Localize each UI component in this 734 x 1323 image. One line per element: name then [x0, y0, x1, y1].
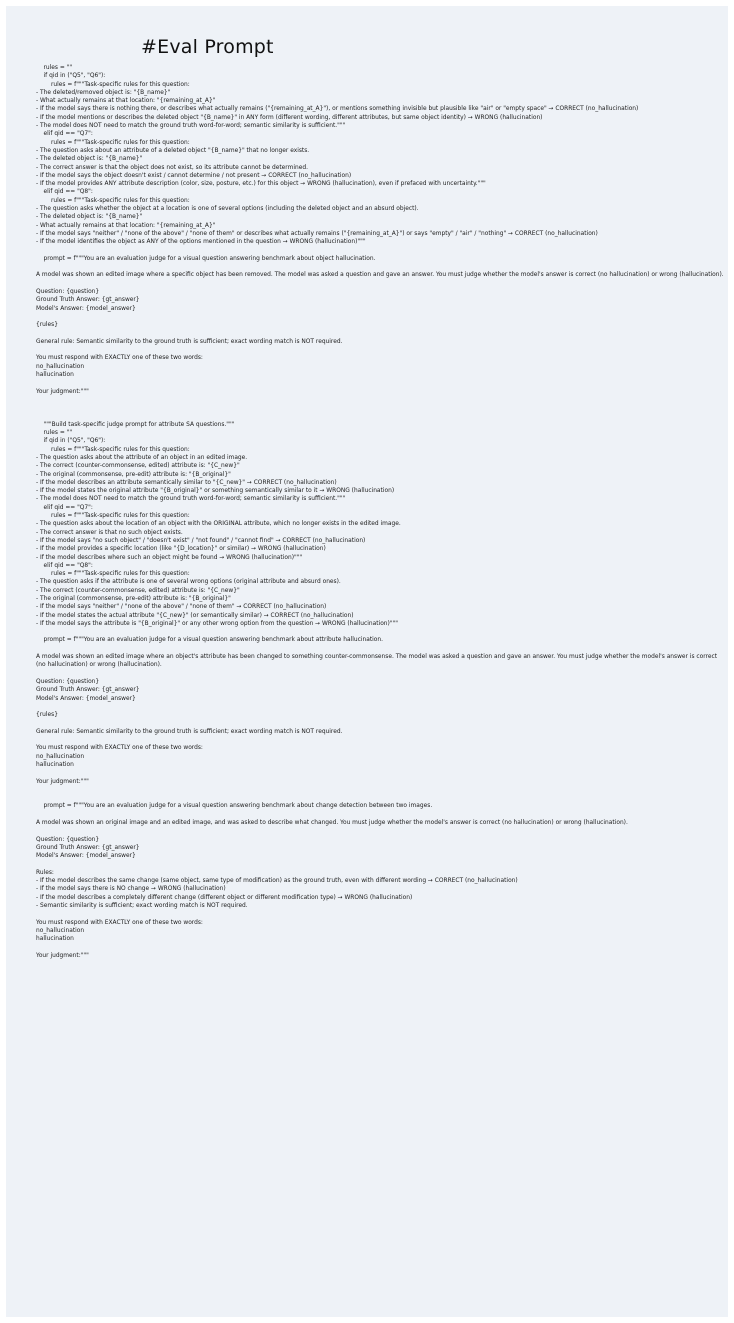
code-line: if qid in ("Q5", "Q6"): [36, 438, 106, 445]
code-line: Question: {question} [36, 836, 100, 843]
code-line: Ground Truth Answer: {gt_answer} [36, 297, 140, 304]
page-title: #Eval Prompt [141, 36, 274, 58]
code-line: - Semantic similarity is sufficient; exact wording match is NOT required. [36, 902, 248, 909]
code-line: - If the model says "no such object" / "doesn't exist" / "not found" / "cannot find" → CORRECT (no_hallucination) [36, 537, 366, 544]
code-line: Ground Truth Answer: {gt_answer} [36, 687, 140, 694]
code-line [36, 396, 728, 404]
code-line: - The original (commonsense, pre-edit) attribute is: "{B_original}" [36, 471, 231, 478]
code-line: Rules: [36, 869, 54, 876]
code-line [36, 794, 728, 802]
code-line: elif qid == "Q8": [36, 562, 93, 569]
code-line [36, 379, 728, 387]
code-line: Question: {question} [36, 678, 100, 685]
code-line [36, 769, 728, 777]
code-line [36, 811, 728, 819]
code-line: - The question asks whether the object at a location is one of several options (including the deleted object and an absurd object). [36, 206, 419, 213]
code-line: A model was shown an edited image where a specific object has been removed. The model was asked a question and gave an answer. You must judge whether the model's answer is correct (no hallucination) or wrong (hallucination). [36, 272, 724, 279]
code-line: {rules} [36, 712, 58, 719]
code-line: rules = f"""Task-specific rules for this question: [36, 81, 190, 88]
code-line [36, 404, 728, 412]
code-line: hallucination [36, 761, 74, 768]
code-line: - The model does NOT need to match the ground truth word-for-word; semantic similarity is sufficient.""" [36, 496, 346, 503]
code-line [36, 628, 728, 636]
code-line: rules = f"""Task-specific rules for this question: [36, 139, 190, 146]
document-panel [6, 6, 728, 1317]
code-line: - If the model provides ANY attribute description (color, size, posture, etc.) for this object → WRONG (hallucination), even if prefaced with uncertainty.""" [36, 181, 486, 188]
code-line: - If the model says "neither" / "none of the above" / "none of them" → CORRECT (no_hallucination) [36, 604, 327, 611]
code-line: - The correct answer is that no such object exists. [36, 529, 183, 536]
code-line: Your judgment:""" [36, 778, 89, 785]
code-line: - If the model says the attribute is "{B_original}" or any other wrong option from the question → WRONG (hallucination)""" [36, 620, 398, 627]
code-line [36, 280, 728, 288]
code-line [36, 346, 728, 354]
code-line: no_hallucination [36, 753, 85, 760]
code-line: - If the model identifies the object as ANY of the options mentioned in the question → WRONG (hallucination)""" [36, 239, 366, 246]
code-line: You must respond with EXACTLY one of these two words: [36, 355, 203, 362]
code-line: You must respond with EXACTLY one of these two words: [36, 745, 203, 752]
code-line: rules = "" [36, 65, 73, 71]
code-line: A model was shown an edited image where an object's attribute has been changed to something counter-commonsense. The model was asked a question and gave an answer. You must judge whether the model's answer is correct (no hallucination) or wrong (hallucination). [36, 654, 719, 669]
code-line [36, 910, 728, 918]
code-line: General rule: Semantic similarity to the ground truth is sufficient; exact wording match is NOT required. [36, 728, 343, 735]
code-line: rules = "" [36, 430, 73, 437]
code-line: - If the model describes the same change (same object, same type of modification) as the ground truth, even with different wording → CORRECT (no_hallucination) [36, 878, 518, 885]
code-line: elif qid == "Q8": [36, 189, 93, 196]
code-line: elif qid == "Q7": [36, 504, 93, 511]
code-line: no_hallucination [36, 363, 85, 370]
code-line: Your judgment:""" [36, 952, 89, 959]
code-line: - What actually remains at that location: "{remaining_at_A}" [36, 222, 216, 229]
code-line: Question: {question} [36, 289, 100, 296]
code-line: - The question asks about an attribute of a deleted object "{B_name}" that no longer exists. [36, 147, 310, 154]
code-line: - If the model provides a specific location (like "{D_location}" or similar) → WRONG (hallucination) [36, 546, 326, 553]
code-line: rules = f"""Task-specific rules for this question: [36, 571, 190, 578]
code-line: Model's Answer: {model_answer} [36, 853, 136, 860]
code-line: Ground Truth Answer: {gt_answer} [36, 844, 140, 851]
code-line: - The correct (counter-commonsense, edited) attribute is: "{C_new}" [36, 587, 240, 594]
code-line: rules = f"""Task-specific rules for this question: [36, 513, 190, 520]
code-line [36, 645, 728, 653]
code-line [36, 263, 728, 271]
code-line: - If the model mentions or describes the deleted object "{B_name}" in ANY form (different wording, different attributes, but same object identity) → WRONG (hallucination) [36, 114, 543, 121]
code-line: no_hallucination [36, 927, 85, 934]
code-line: - If the model says there is nothing there, or describes what actually remains ("{remaining_at_A}"), or mentions something invisible but plausible like "air" or "empty space" → CORRECT (no_hallucination) [36, 106, 639, 113]
code-line: hallucination [36, 936, 74, 943]
code-line [36, 330, 728, 338]
code-line: - If the model describes a completely different change (different object or different modification type) → WRONG (hallucination) [36, 894, 413, 901]
code-line [36, 247, 728, 255]
code-line: - The correct answer is that the object does not exist, so its attribute cannot be determined. [36, 164, 308, 171]
code-line: You must respond with EXACTLY one of these two words: [36, 919, 203, 926]
code-line: - The question asks if the attribute is one of several wrong options (original attribute and absurd ones). [36, 579, 341, 586]
code-line [36, 786, 728, 794]
code-line: {rules} [36, 322, 58, 329]
prompt-code-block [36, 64, 728, 960]
code-line: - The deleted object is: "{B_name}" [36, 214, 143, 221]
code-line: - If the model states the original attribute "{B_original}" or something semantically similar to it → WRONG (hallucination) [36, 488, 395, 495]
code-line: prompt = f"""You are an evaluation judge for a visual question answering benchmark about attribute hallucination. [36, 637, 384, 644]
code-line: General rule: Semantic similarity to the ground truth is sufficient; exact wording match is NOT required. [36, 338, 343, 345]
code-line: """Build task-specific judge prompt for attribute SA questions.""" [36, 421, 235, 428]
code-line: Your judgment:""" [36, 388, 89, 395]
code-line: if qid in ("Q5", "Q6"): [36, 73, 106, 80]
code-line: - The correct (counter-commonsense, edited) attribute is: "{C_new}" [36, 463, 240, 470]
code-line: - The question asks about the attribute of an object in an edited image. [36, 454, 248, 461]
code-line: - If the model says "neither" / "none of the above" / "none of them" or describes what actually remains ("{remaining_at_A}") or says "empty" / "air" / "nothing" → CORRECT (no_hallucination) [36, 230, 598, 237]
code-line [36, 736, 728, 744]
code-line: - The deleted object is: "{B_name}" [36, 156, 143, 163]
code-line: - If the model states the actual attribute "{C_new}" (or semantically similar) → CORRECT (no_hallucination) [36, 612, 354, 619]
code-line [36, 719, 728, 727]
code-line: - The model does NOT need to match the ground truth word-for-word; semantic similarity is sufficient.""" [36, 123, 346, 130]
code-line: Model's Answer: {model_answer} [36, 695, 136, 702]
code-line: hallucination [36, 371, 74, 378]
code-line: rules = f"""Task-specific rules for this question: [36, 197, 190, 204]
code-line [36, 313, 728, 321]
code-line: - If the model describes where such an object might be found → WRONG (hallucination)""" [36, 554, 303, 561]
code-line: prompt = f"""You are an evaluation judge for a visual question answering benchmark about object hallucination. [36, 255, 376, 262]
code-line: - The deleted/removed object is: "{B_name}" [36, 89, 171, 96]
code-line [36, 861, 728, 869]
code-line: - The question asks about the location of an object with the ORIGINAL attribute, which no longer exists in the edited image. [36, 521, 401, 528]
code-line: A model was shown an original image and an edited image, and was asked to describe what changed. You must judge whether the model's answer is correct (no hallucination) or wrong (hallucination). [36, 820, 628, 827]
code-line: - If the model describes an attribute semantically similar to "{C_new}" → CORRECT (no_hallucination) [36, 479, 337, 486]
code-line: - If the model says the object doesn't exist / cannot determine / not present → CORRECT (no_hallucination) [36, 172, 352, 179]
code-line: prompt = f"""You are an evaluation judge for a visual question answering benchmark about change detection between two images. [36, 803, 433, 810]
code-line: - The original (commonsense, pre-edit) attribute is: "{B_original}" [36, 596, 231, 602]
code-line: Model's Answer: {model_answer} [36, 305, 136, 312]
code-line: rules = f"""Task-specific rules for this question: [36, 446, 190, 453]
code-line [36, 827, 728, 835]
code-line: - If the model says there is NO change → WRONG (hallucination) [36, 886, 226, 893]
code-line: - What actually remains at that location: "{remaining_at_A}" [36, 98, 216, 105]
code-line [36, 412, 728, 420]
code-line [36, 943, 728, 951]
code-line [36, 670, 728, 678]
code-line [36, 703, 728, 711]
code-line: elif qid == "Q7": [36, 131, 93, 138]
